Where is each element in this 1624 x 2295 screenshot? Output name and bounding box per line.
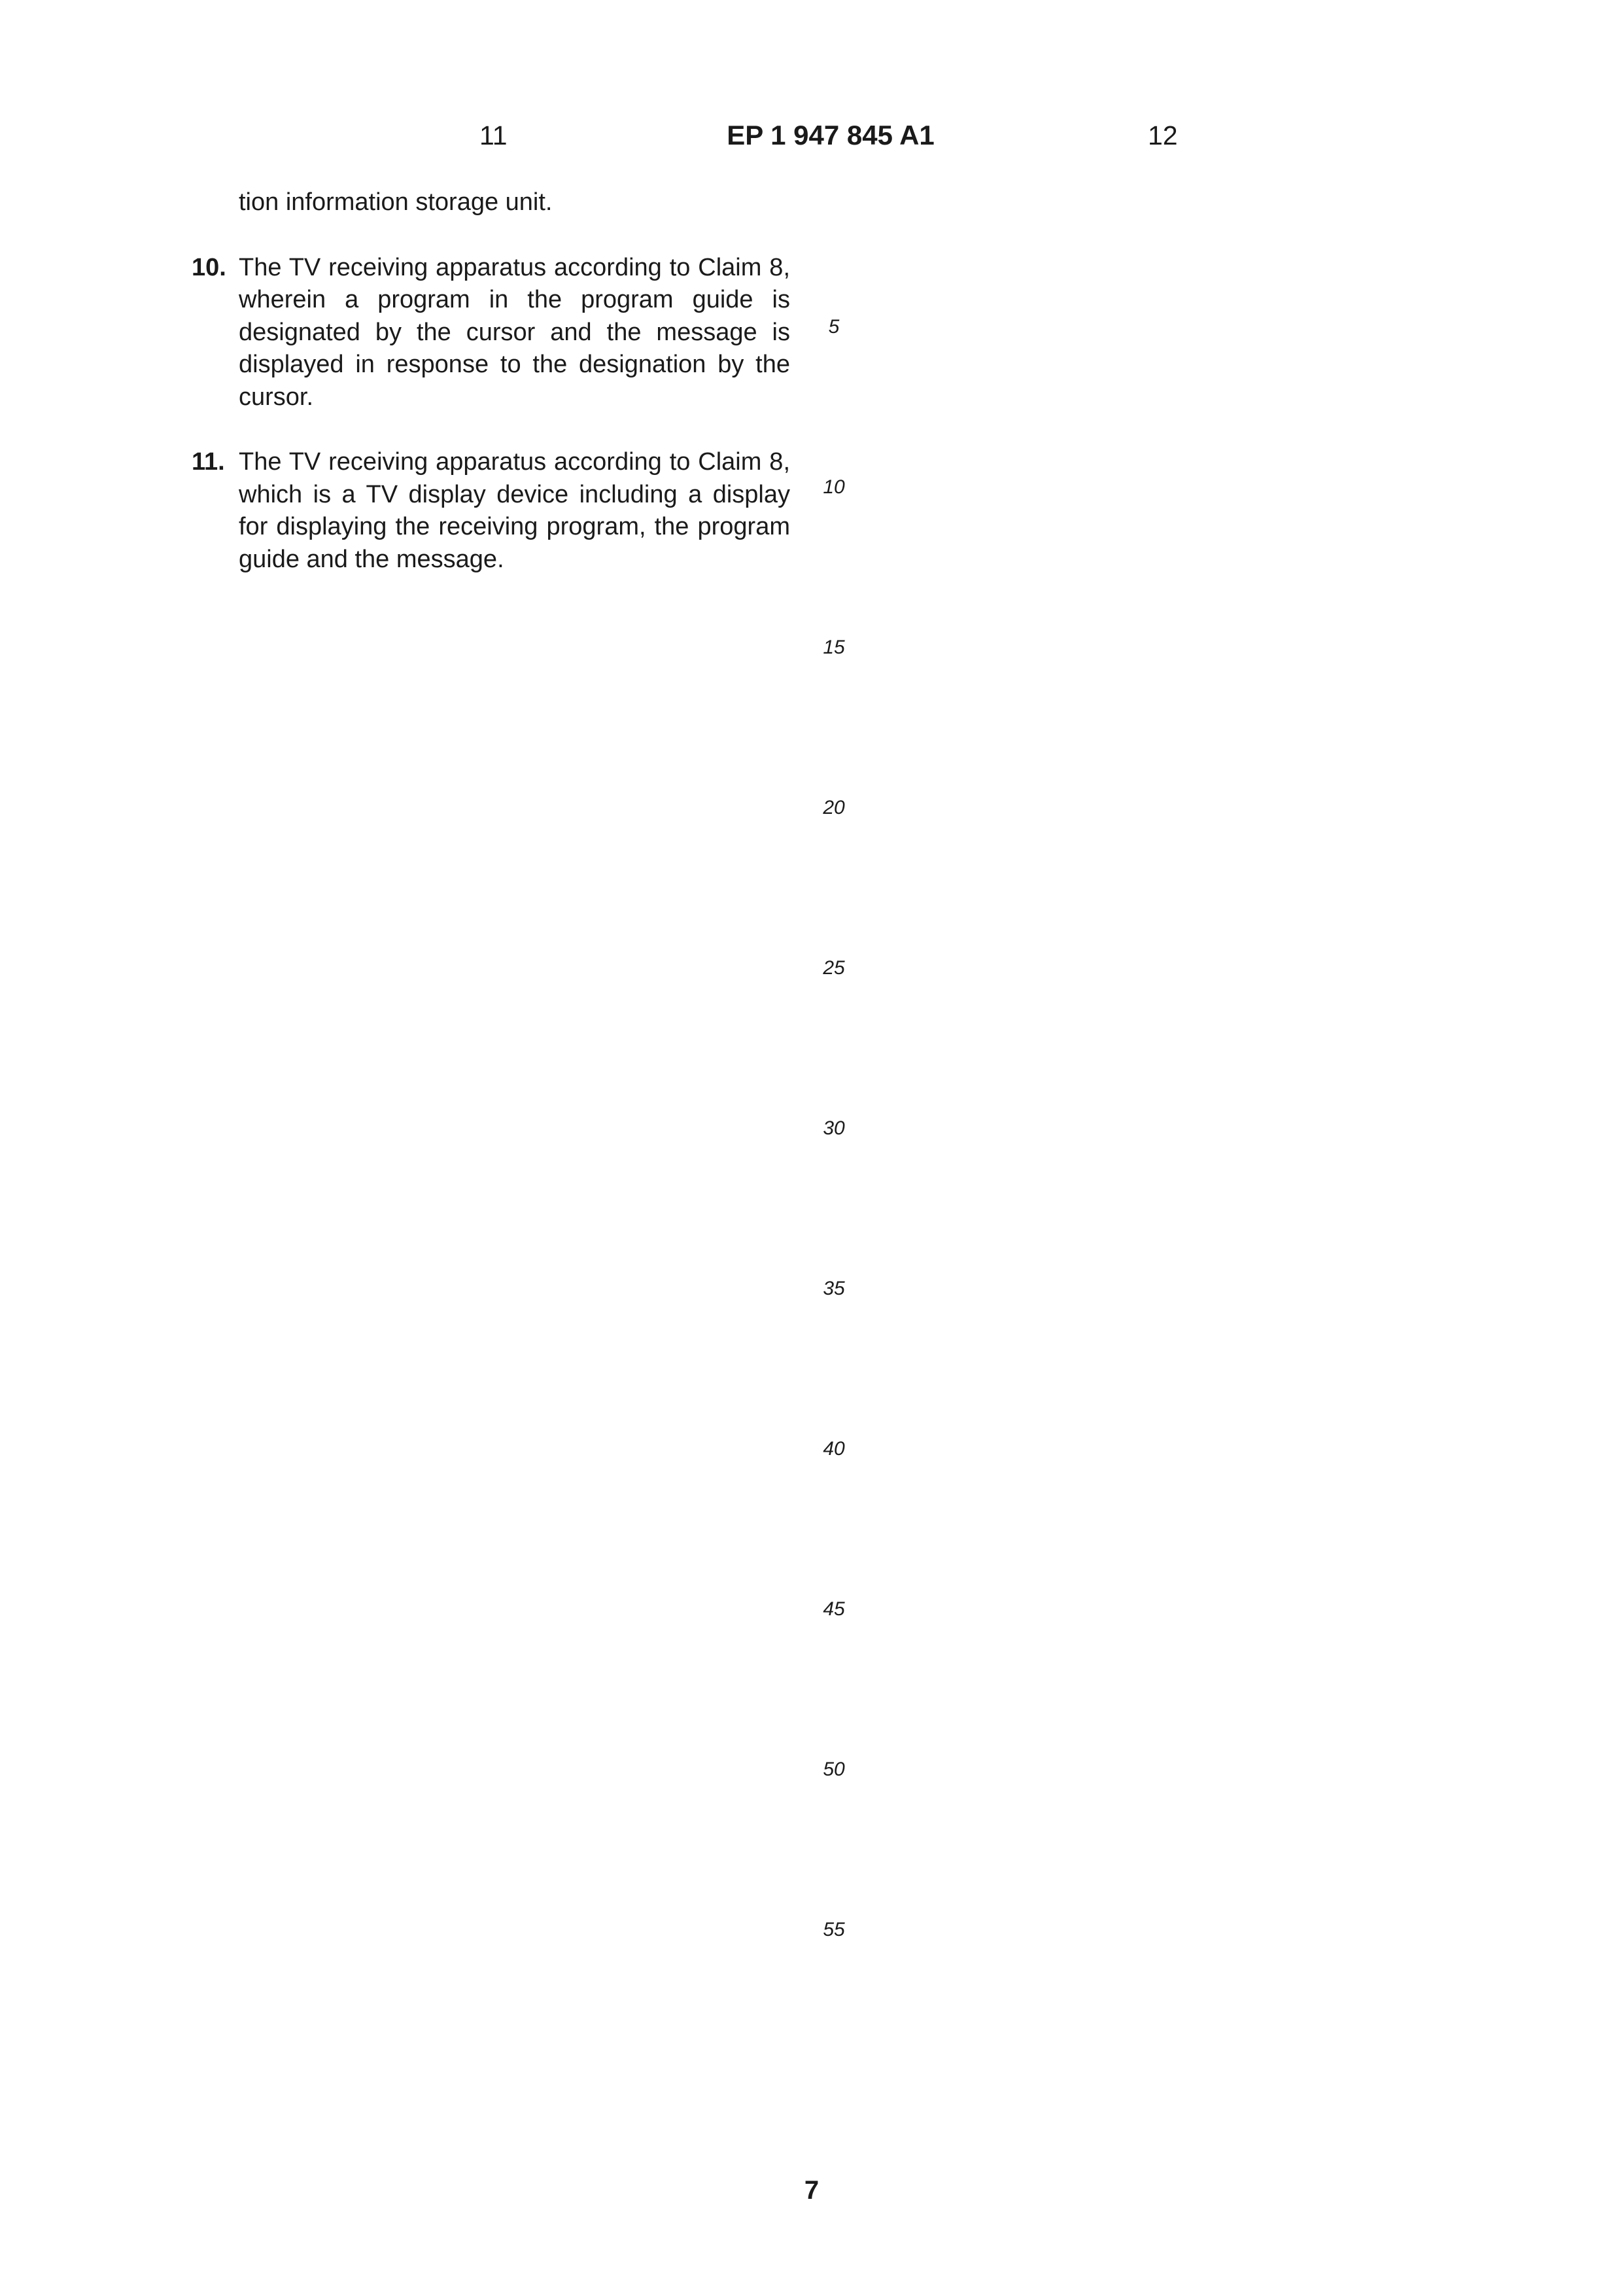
line-number-45: 45: [823, 1598, 845, 1620]
line-number-55: 55: [823, 1919, 845, 1940]
claim-11: [192, 446, 790, 576]
left-column: [192, 186, 790, 576]
publication-number: EP 1 947 845 A1: [727, 120, 935, 150]
claim-text: The TV receiving apparatus according to Claim 8, which is a TV display device including a display for displaying the receiving program, the program guide and the message.: [239, 448, 790, 573]
line-number-40: 40: [823, 1438, 845, 1460]
line-number-20: 20: [823, 797, 845, 818]
line-number-25: 25: [823, 957, 845, 979]
claim-number: 11.: [192, 448, 225, 476]
claim-number: 10.: [192, 253, 226, 281]
line-number-35: 35: [823, 1278, 845, 1299]
line-number-50: 50: [823, 1759, 845, 1780]
claim-text: The TV receiving apparatus according to Claim 8, wherein a program in the program guide is designated by the cursor and the message is displayed in response to the designation by the cursor.: [239, 253, 790, 411]
line-number-30: 30: [823, 1117, 845, 1139]
page-number: 7: [804, 2176, 820, 2205]
line-number-10: 10: [823, 476, 845, 498]
claim-10: [192, 252, 790, 414]
continuation-text: tion information storage unit.: [239, 188, 553, 216]
line-number-15: 15: [823, 637, 845, 658]
line-number-5: 5: [828, 316, 840, 338]
right-column-number: 12: [1148, 120, 1178, 150]
left-column-number: 11: [479, 120, 508, 150]
